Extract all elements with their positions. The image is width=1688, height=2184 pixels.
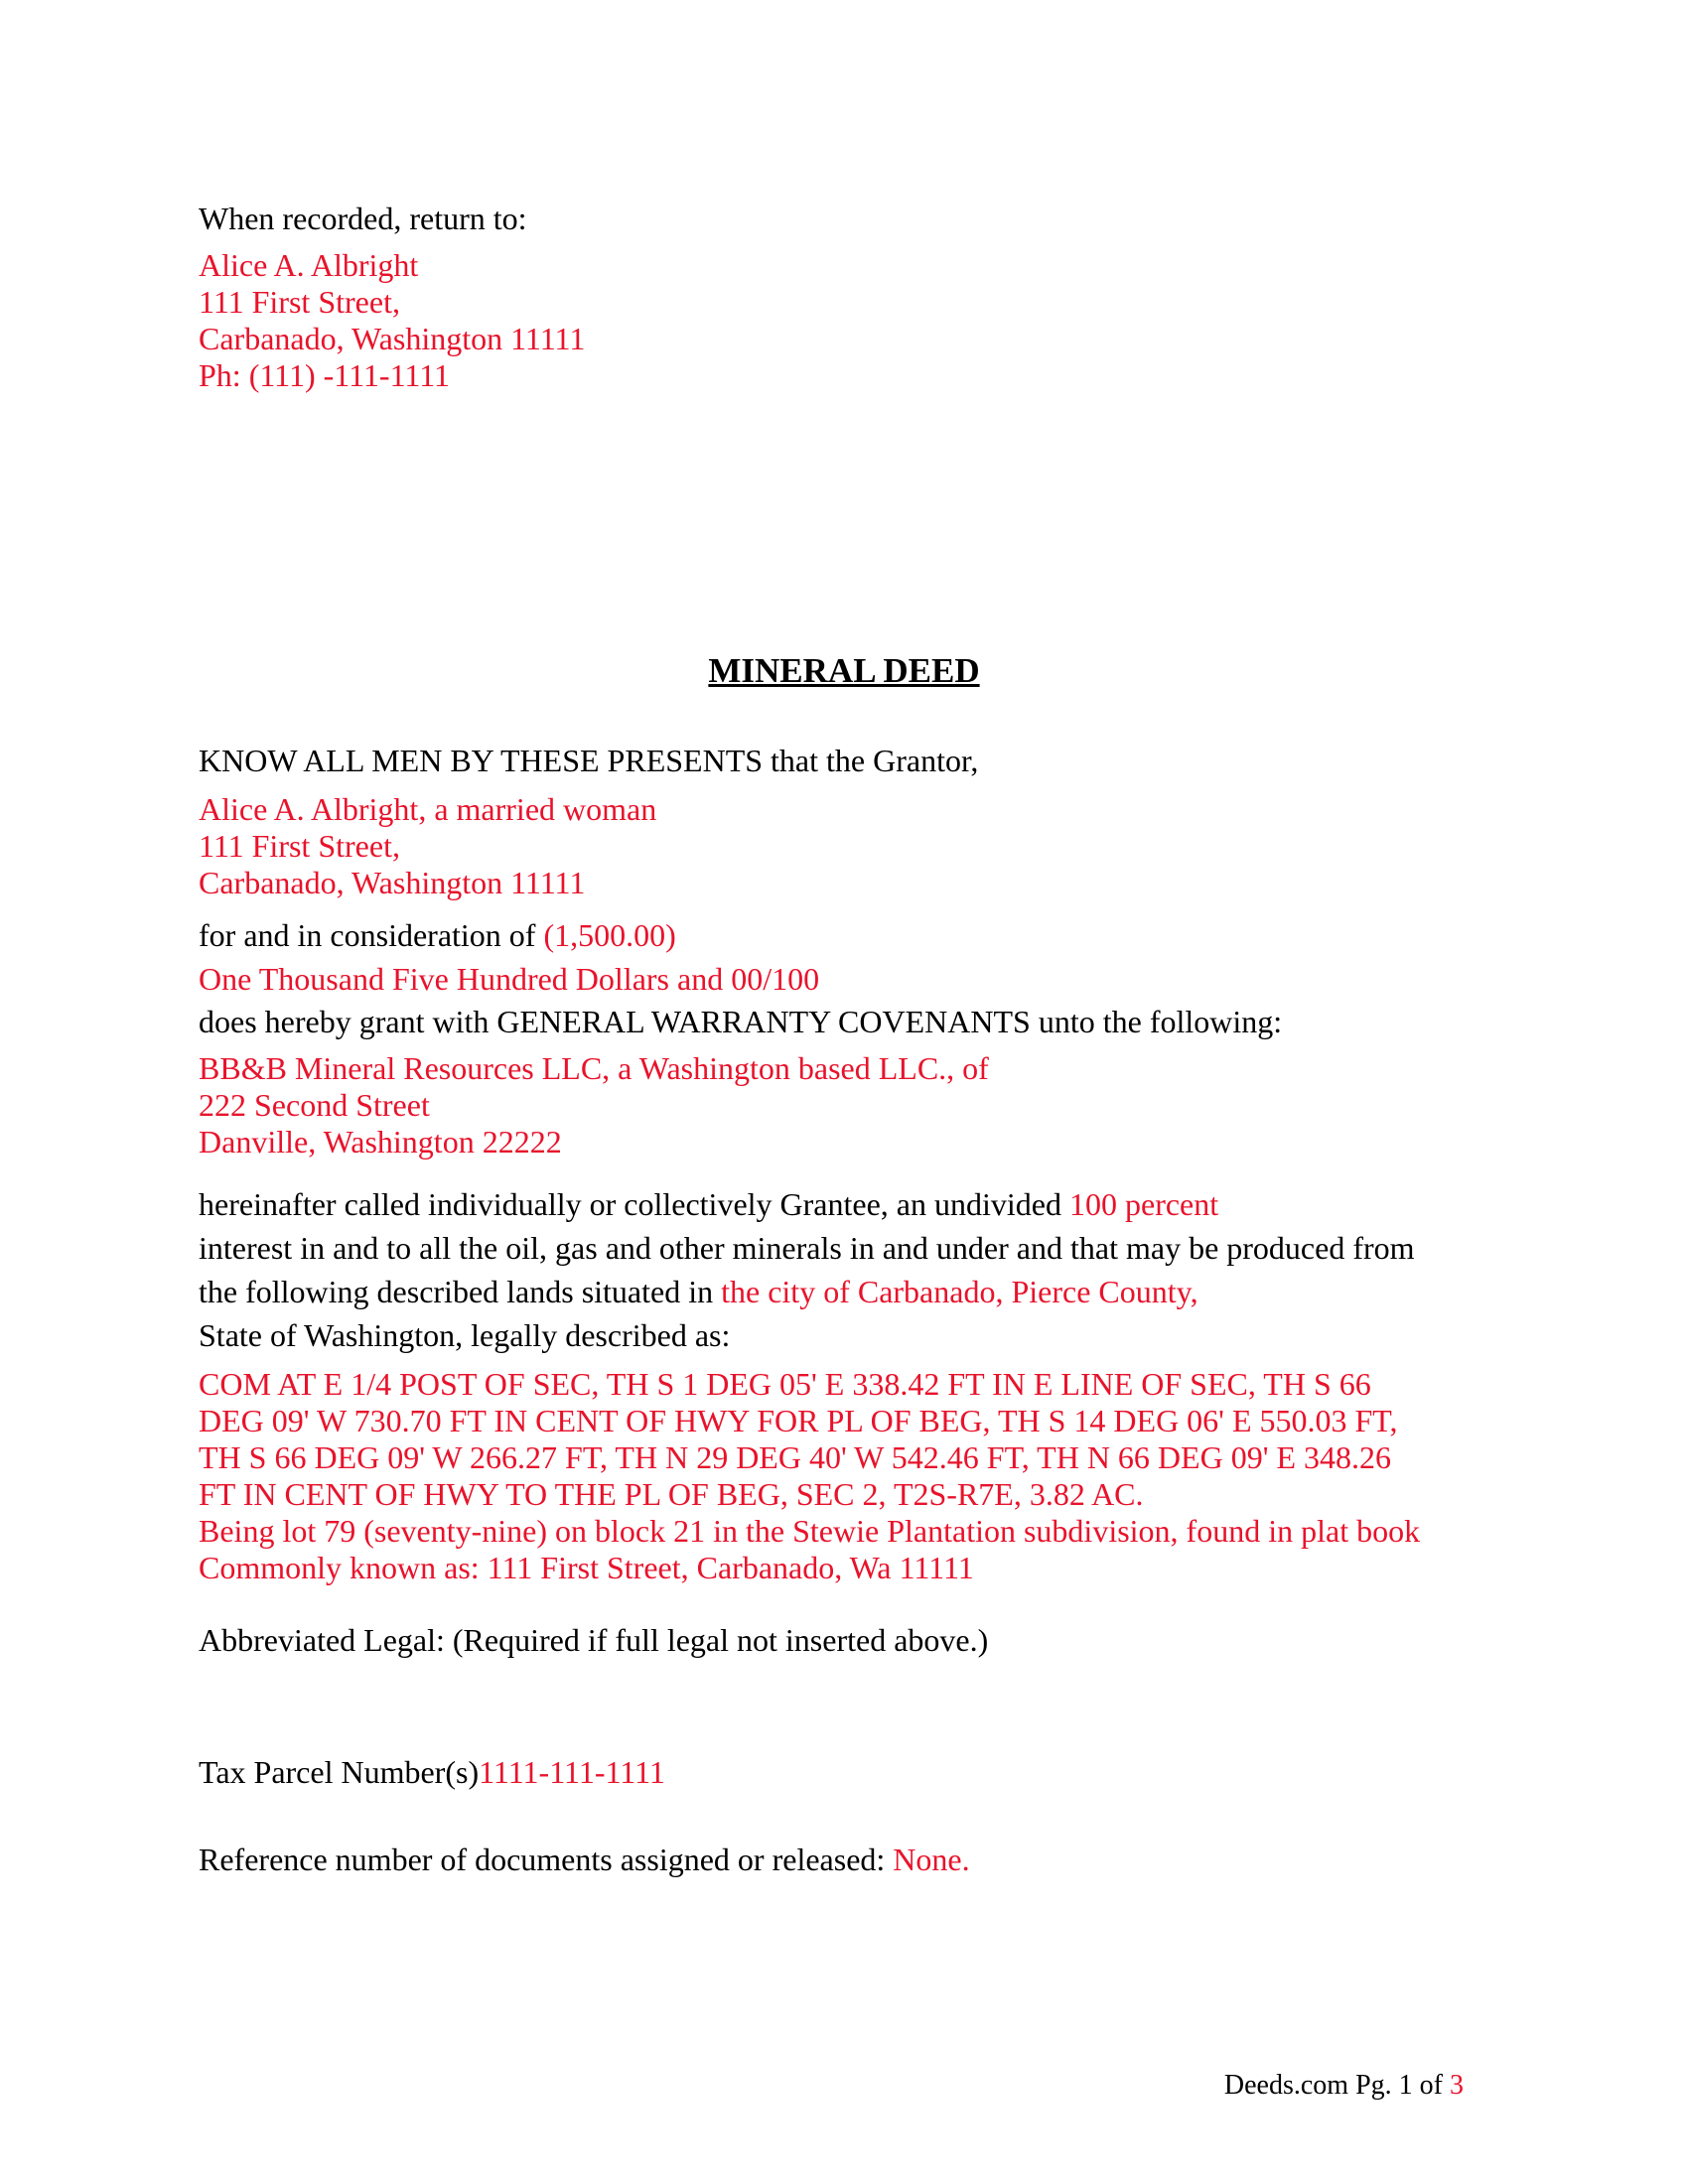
footer-page-label: Pg. 1 of (1355, 2070, 1443, 2101)
intro-text: KNOW ALL MEN BY THESE PRESENTS that the Grantor, (199, 743, 979, 778)
reference-value: None. (893, 1842, 970, 1877)
footer-source: Deeds.com (1223, 2070, 1349, 2101)
legal-description (199, 1366, 1420, 1586)
consideration-label: for and in consideration of (199, 917, 536, 953)
interest-prefix: hereinafter called individually or collectively Grantee, an undivided (199, 1186, 1061, 1222)
abbreviated-legal: Abbreviated Legal: (Required if full legal not inserted above.) (199, 1622, 989, 1658)
grantee-city: Danville, Washington 22222 (199, 1124, 562, 1160)
grantor-street: 111 First Street, (199, 828, 400, 864)
return-to-name: Alice A. Albright (199, 247, 419, 283)
legal-line: Commonly known as: 111 First Street, Carbanado, Wa 11111 (199, 1550, 974, 1585)
grantee-street: 222 Second Street (199, 1087, 430, 1123)
interest-line-4: State of Washington, legally described as: (199, 1317, 731, 1353)
tax-parcel-label: Tax Parcel Number(s) (199, 1754, 480, 1790)
interest-line-1 (199, 1186, 1218, 1223)
interest-location: the city of Carbanado, Pierce County, (721, 1274, 1198, 1309)
grantee-block (199, 1050, 989, 1160)
page-footer (1224, 2069, 1464, 2103)
return-to-heading: When recorded, return to: (199, 201, 527, 236)
interest-line-3-prefix: the following described lands situated in (199, 1274, 714, 1309)
return-to-street: 111 First Street, (199, 284, 400, 320)
return-to-block (199, 247, 585, 394)
grantee-name: BB&B Mineral Resources LLC, a Washington based LLC., of (199, 1050, 989, 1086)
consideration-amount: (1,500.00) (543, 917, 676, 953)
page-title: MINERAL DEED (708, 651, 980, 690)
tax-parcel-line (199, 1754, 665, 1791)
grantor-city: Carbanado, Washington 11111 (199, 865, 586, 900)
legal-line: FT IN CENT OF HWY TO THE PL OF BEG, SEC 2, T2S-R7E, 3.82 AC. (199, 1476, 1144, 1512)
legal-line: COM AT E 1/4 POST OF SEC, TH S 1 DEG 05' E 338.42 FT IN E LINE OF SEC, TH S 66 (199, 1366, 1371, 1402)
grantor-name: Alice A. Albright, a married woman (199, 791, 657, 827)
interest-line-2: interest in and to all the oil, gas and other minerals in and under and that may be produced from (199, 1230, 1415, 1266)
legal-line: TH S 66 DEG 09' W 266.27 FT, TH N 29 DEG 40' W 542.46 FT, TH N 66 DEG 09' E 348.26 (199, 1439, 1391, 1475)
consideration-line (199, 917, 676, 954)
footer-total-pages: 3 (1450, 2070, 1464, 2101)
consideration-words: One Thousand Five Hundred Dollars and 00/100 (199, 961, 820, 997)
reference-label: Reference number of documents assigned or released: (199, 1842, 886, 1877)
tax-parcel-value: 1111-111-1111 (479, 1754, 665, 1790)
legal-line: DEG 09' W 730.70 FT IN CENT OF HWY FOR PL OF BEG, TH S 14 DEG 06' E 550.03 FT, (199, 1403, 1398, 1438)
return-to-phone: Ph: (111) -111-1111 (199, 357, 450, 393)
grant-clause: does hereby grant with GENERAL WARRANTY COVENANTS unto the following: (199, 1004, 1283, 1039)
reference-line (199, 1842, 970, 1878)
grantor-block (199, 791, 656, 901)
interest-percent: 100 percent (1068, 1186, 1219, 1222)
return-to-city: Carbanado, Washington 11111 (199, 321, 586, 356)
interest-line-3 (199, 1274, 1198, 1310)
legal-line: Being lot 79 (seventy-nine) on block 21 in the Stewie Plantation subdivision, found in plat book (199, 1513, 1421, 1549)
